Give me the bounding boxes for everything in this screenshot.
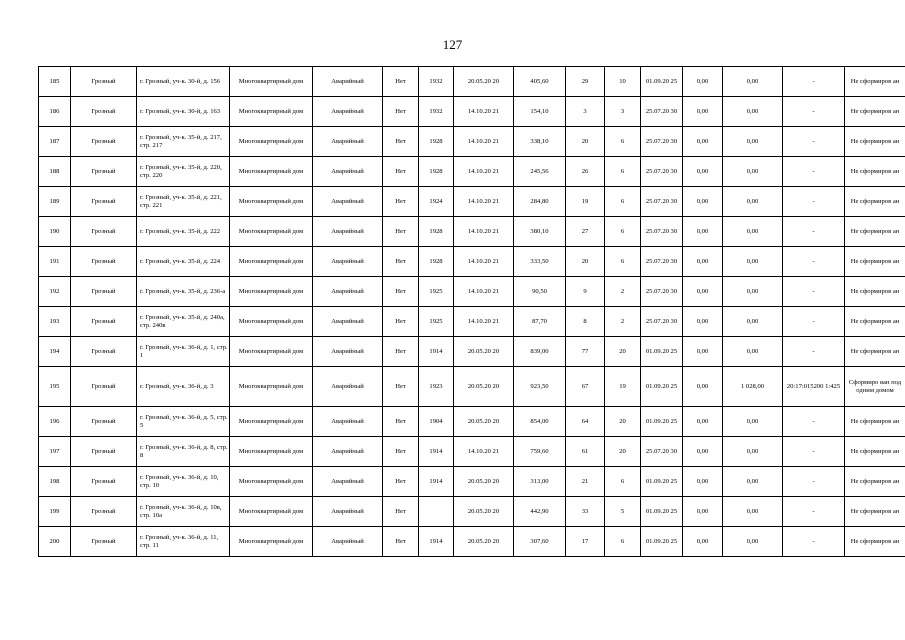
cell-row-number: 193: [39, 307, 71, 337]
cell-residents-count: 33: [566, 497, 605, 527]
cell-apartments-count: 20: [605, 407, 641, 437]
cell-row-number: 200: [39, 527, 71, 557]
cell-residents-count: 8: [566, 307, 605, 337]
cell-value-1: 0,00: [683, 67, 723, 97]
cell-city: Грозный: [71, 527, 137, 557]
cell-city: Грозный: [71, 307, 137, 337]
cell-value-1: 0,00: [683, 527, 723, 557]
cell-building-type: Многоквартирный дом: [230, 527, 313, 557]
cell-flag: Нет: [383, 127, 419, 157]
cell-address: г. Грозный, уч-к. 35-й, д. 240а, стр. 240в: [137, 307, 230, 337]
cell-cadastral-number: -: [783, 157, 845, 187]
cell-value-1: 0,00: [683, 467, 723, 497]
cell-land-status: Не сформиров ан: [845, 407, 905, 437]
cell-residents-count: 64: [566, 407, 605, 437]
table-row: [39, 127, 905, 157]
cell-apartments-count: 6: [605, 467, 641, 497]
cell-address: г. Грозный, уч-к. 36-й, д. 1, стр. 1: [137, 337, 230, 367]
cell-area: 380,10: [514, 217, 566, 247]
cell-value-1: 0,00: [683, 497, 723, 527]
cell-apartments-count: 10: [605, 67, 641, 97]
cell-land-area: 0,00: [723, 337, 783, 367]
cell-condition: Аварийный: [313, 127, 383, 157]
cell-land-area: 0,00: [723, 157, 783, 187]
cell-cadastral-number: -: [783, 217, 845, 247]
cell-building-type: Многоквартирный дом: [230, 437, 313, 467]
cell-condition: Аварийный: [313, 407, 383, 437]
cell-row-number: 185: [39, 67, 71, 97]
cell-resettlement-date: 01.09.20 25: [641, 67, 683, 97]
cell-flag: Нет: [383, 217, 419, 247]
cell-building-type: Многоквартирный дом: [230, 467, 313, 497]
cell-flag: Нет: [383, 277, 419, 307]
cell-cadastral-number: -: [783, 437, 845, 467]
cell-recognition-date: 14.10.20 21: [454, 127, 514, 157]
cell-cadastral-number: -: [783, 497, 845, 527]
cell-land-status: Сформиро ван под одним домом: [845, 367, 905, 407]
table-body: [39, 67, 905, 557]
cell-flag: Нет: [383, 467, 419, 497]
cell-land-status: Не сформиров ан: [845, 527, 905, 557]
cell-land-status: Не сформиров ан: [845, 187, 905, 217]
cell-value-1: 0,00: [683, 337, 723, 367]
cell-condition: Аварийный: [313, 527, 383, 557]
cell-address: г. Грозный, уч-к. 35-й, д. 220, стр. 220: [137, 157, 230, 187]
cell-area: 759,60: [514, 437, 566, 467]
cell-resettlement-date: 25.07.20 30: [641, 277, 683, 307]
table-row: [39, 307, 905, 337]
cell-resettlement-date: 25.07.20 30: [641, 187, 683, 217]
cell-build-year: 1914: [419, 337, 454, 367]
cell-recognition-date: 20.05.20 20: [454, 337, 514, 367]
cell-land-status: Не сформиров ан: [845, 67, 905, 97]
cell-recognition-date: 20.05.20 20: [454, 527, 514, 557]
cell-row-number: 197: [39, 437, 71, 467]
cell-recognition-date: 14.10.20 21: [454, 157, 514, 187]
cell-area: 90,50: [514, 277, 566, 307]
cell-build-year: 1914: [419, 437, 454, 467]
cell-condition: Аварийный: [313, 157, 383, 187]
cell-area: 405,60: [514, 67, 566, 97]
cell-city: Грозный: [71, 277, 137, 307]
cell-cadastral-number: -: [783, 527, 845, 557]
cell-building-type: Многоквартирный дом: [230, 157, 313, 187]
cell-cadastral-number: -: [783, 277, 845, 307]
cell-condition: Аварийный: [313, 67, 383, 97]
cell-address: г. Грозный, уч-к. 36-й, д. 5, стр. 5: [137, 407, 230, 437]
cell-residents-count: 77: [566, 337, 605, 367]
cell-apartments-count: 2: [605, 277, 641, 307]
cell-condition: Аварийный: [313, 467, 383, 497]
cell-city: Грозный: [71, 247, 137, 277]
cell-flag: Нет: [383, 307, 419, 337]
cell-value-1: 0,00: [683, 367, 723, 407]
cell-land-area: 0,00: [723, 277, 783, 307]
cell-row-number: 186: [39, 97, 71, 127]
cell-resettlement-date: 25.07.20 30: [641, 217, 683, 247]
cell-area: 923,50: [514, 367, 566, 407]
cell-row-number: 189: [39, 187, 71, 217]
cell-condition: Аварийный: [313, 277, 383, 307]
cell-row-number: 188: [39, 157, 71, 187]
cell-value-1: 0,00: [683, 407, 723, 437]
cell-row-number: 191: [39, 247, 71, 277]
cell-recognition-date: 14.10.20 21: [454, 187, 514, 217]
cell-address: г. Грозный, уч-к. 30-й, д. 156: [137, 67, 230, 97]
table-row: [39, 247, 905, 277]
cell-residents-count: 29: [566, 67, 605, 97]
cell-city: Грозный: [71, 337, 137, 367]
table-row: [39, 527, 905, 557]
cell-row-number: 198: [39, 467, 71, 497]
cell-building-type: Многоквартирный дом: [230, 247, 313, 277]
cell-flag: Нет: [383, 527, 419, 557]
cell-city: Грозный: [71, 437, 137, 467]
table-row: [39, 337, 905, 367]
cell-row-number: 190: [39, 217, 71, 247]
cell-city: Грозный: [71, 67, 137, 97]
cell-resettlement-date: 01.09.20 25: [641, 367, 683, 407]
cell-apartments-count: 6: [605, 157, 641, 187]
cell-build-year: 1914: [419, 467, 454, 497]
cell-condition: Аварийный: [313, 437, 383, 467]
cell-condition: Аварийный: [313, 337, 383, 367]
cell-recognition-date: 14.10.20 21: [454, 217, 514, 247]
cell-building-type: Многоквартирный дом: [230, 367, 313, 407]
cell-condition: Аварийный: [313, 217, 383, 247]
cell-residents-count: 61: [566, 437, 605, 467]
cell-recognition-date: 14.10.20 21: [454, 97, 514, 127]
cell-building-type: Многоквартирный дом: [230, 127, 313, 157]
cell-apartments-count: 20: [605, 437, 641, 467]
cell-city: Грозный: [71, 187, 137, 217]
cell-build-year: 1925: [419, 307, 454, 337]
cell-residents-count: 67: [566, 367, 605, 407]
cell-apartments-count: 3: [605, 97, 641, 127]
cell-area: 87,70: [514, 307, 566, 337]
cell-area: 854,00: [514, 407, 566, 437]
cell-build-year: [419, 497, 454, 527]
cell-resettlement-date: 25.07.20 30: [641, 127, 683, 157]
cell-build-year: 1923: [419, 367, 454, 407]
cell-recognition-date: 20.05.20 20: [454, 497, 514, 527]
cell-flag: Нет: [383, 367, 419, 407]
cell-build-year: 1928: [419, 217, 454, 247]
cell-building-type: Многоквартирный дом: [230, 217, 313, 247]
cell-value-1: 0,00: [683, 157, 723, 187]
cell-land-status: Не сформиров ан: [845, 497, 905, 527]
cell-flag: Нет: [383, 67, 419, 97]
cell-row-number: 199: [39, 497, 71, 527]
cell-area: 284,80: [514, 187, 566, 217]
cell-recognition-date: 14.10.20 21: [454, 307, 514, 337]
cell-condition: Аварийный: [313, 307, 383, 337]
cell-build-year: 1904: [419, 407, 454, 437]
cell-land-status: Не сформиров ан: [845, 247, 905, 277]
cell-value-1: 0,00: [683, 217, 723, 247]
cell-land-status: Не сформиров ан: [845, 337, 905, 367]
cell-residents-count: 19: [566, 187, 605, 217]
cell-area: 839,00: [514, 337, 566, 367]
cell-resettlement-date: 25.07.20 30: [641, 247, 683, 277]
cell-address: г. Грозный, уч-к. 36-й, д. 10, стр. 10: [137, 467, 230, 497]
cell-cadastral-number: 20:17:015200 1:425: [783, 367, 845, 407]
table-row: [39, 217, 905, 247]
cell-value-1: 0,00: [683, 247, 723, 277]
cell-address: г. Грозный, уч-к. 36-й, д. 3: [137, 367, 230, 407]
cell-recognition-date: 14.10.20 21: [454, 437, 514, 467]
cell-residents-count: 3: [566, 97, 605, 127]
cell-apartments-count: 20: [605, 337, 641, 367]
cell-residents-count: 26: [566, 157, 605, 187]
cell-city: Грозный: [71, 407, 137, 437]
cell-land-status: Не сформиров ан: [845, 307, 905, 337]
cell-address: г. Грозный, уч-к. 36-й, д. 11, стр. 11: [137, 527, 230, 557]
cell-cadastral-number: -: [783, 467, 845, 497]
cell-apartments-count: 6: [605, 247, 641, 277]
cell-city: Грозный: [71, 467, 137, 497]
cell-condition: Аварийный: [313, 97, 383, 127]
cell-cadastral-number: -: [783, 67, 845, 97]
housing-table: [38, 66, 905, 557]
cell-area: 442,90: [514, 497, 566, 527]
cell-resettlement-date: 25.07.20 30: [641, 307, 683, 337]
cell-land-status: Не сформиров ан: [845, 97, 905, 127]
cell-land-area: 0,00: [723, 247, 783, 277]
cell-flag: Нет: [383, 407, 419, 437]
cell-land-area: 0,00: [723, 407, 783, 437]
cell-flag: Нет: [383, 157, 419, 187]
cell-city: Грозный: [71, 97, 137, 127]
cell-address: г. Грозный, уч-к. 35-й, д. 221, стр. 221: [137, 187, 230, 217]
cell-building-type: Многоквартирный дом: [230, 337, 313, 367]
table-row: [39, 367, 905, 407]
cell-apartments-count: 6: [605, 527, 641, 557]
cell-resettlement-date: 01.09.20 25: [641, 407, 683, 437]
cell-resettlement-date: 25.07.20 30: [641, 97, 683, 127]
cell-build-year: 1928: [419, 247, 454, 277]
cell-land-area: 1 028,00: [723, 367, 783, 407]
cell-land-status: Не сформиров ан: [845, 157, 905, 187]
cell-city: Грозный: [71, 127, 137, 157]
cell-apartments-count: 5: [605, 497, 641, 527]
cell-city: Грозный: [71, 217, 137, 247]
cell-apartments-count: 6: [605, 127, 641, 157]
cell-recognition-date: 20.05.20 20: [454, 67, 514, 97]
cell-building-type: Многоквартирный дом: [230, 407, 313, 437]
cell-cadastral-number: -: [783, 127, 845, 157]
cell-residents-count: 20: [566, 247, 605, 277]
cell-land-status: Не сформиров ан: [845, 437, 905, 467]
cell-land-status: Не сформиров ан: [845, 127, 905, 157]
cell-city: Грозный: [71, 367, 137, 407]
cell-land-status: Не сформиров ан: [845, 277, 905, 307]
cell-row-number: 187: [39, 127, 71, 157]
cell-residents-count: 17: [566, 527, 605, 557]
cell-flag: Нет: [383, 497, 419, 527]
cell-value-1: 0,00: [683, 127, 723, 157]
cell-value-1: 0,00: [683, 277, 723, 307]
cell-flag: Нет: [383, 247, 419, 277]
cell-flag: Нет: [383, 437, 419, 467]
cell-building-type: Многоквартирный дом: [230, 97, 313, 127]
cell-residents-count: 27: [566, 217, 605, 247]
cell-apartments-count: 6: [605, 187, 641, 217]
cell-recognition-date: 20.05.20 20: [454, 367, 514, 407]
cell-condition: Аварийный: [313, 247, 383, 277]
cell-build-year: 1932: [419, 97, 454, 127]
cell-address: г. Грозный, уч-к. 36-й, д. 10в, стр. 10а: [137, 497, 230, 527]
cell-resettlement-date: 01.09.20 25: [641, 527, 683, 557]
cell-land-area: 0,00: [723, 307, 783, 337]
cell-resettlement-date: 01.09.20 25: [641, 337, 683, 367]
cell-area: 338,10: [514, 127, 566, 157]
cell-city: Грозный: [71, 497, 137, 527]
table-row: [39, 277, 905, 307]
cell-recognition-date: 20.05.20 20: [454, 467, 514, 497]
cell-area: 313,00: [514, 467, 566, 497]
cell-address: г. Грозный, уч-к. 35-й, д. 224: [137, 247, 230, 277]
cell-build-year: 1932: [419, 67, 454, 97]
cell-cadastral-number: -: [783, 337, 845, 367]
cell-value-1: 0,00: [683, 307, 723, 337]
cell-building-type: Многоквартирный дом: [230, 497, 313, 527]
cell-build-year: 1928: [419, 127, 454, 157]
cell-resettlement-date: 01.09.20 25: [641, 467, 683, 497]
cell-land-area: 0,00: [723, 217, 783, 247]
cell-build-year: 1925: [419, 277, 454, 307]
cell-land-area: 0,00: [723, 497, 783, 527]
cell-cadastral-number: -: [783, 97, 845, 127]
cell-land-area: 0,00: [723, 97, 783, 127]
cell-cadastral-number: -: [783, 407, 845, 437]
cell-address: г. Грозный, уч-к. 36-й, д. 8, стр. 8: [137, 437, 230, 467]
cell-apartments-count: 6: [605, 217, 641, 247]
cell-value-1: 0,00: [683, 97, 723, 127]
cell-build-year: 1924: [419, 187, 454, 217]
table-row: [39, 467, 905, 497]
cell-flag: Нет: [383, 337, 419, 367]
cell-condition: Аварийный: [313, 367, 383, 407]
cell-recognition-date: 14.10.20 21: [454, 247, 514, 277]
cell-build-year: 1928: [419, 157, 454, 187]
cell-city: Грозный: [71, 157, 137, 187]
cell-building-type: Многоквартирный дом: [230, 277, 313, 307]
cell-row-number: 192: [39, 277, 71, 307]
cell-recognition-date: 20.05.20 20: [454, 407, 514, 437]
cell-recognition-date: 14.10.20 21: [454, 277, 514, 307]
cell-area: 154,10: [514, 97, 566, 127]
table-row: [39, 97, 905, 127]
table-row: [39, 67, 905, 97]
cell-building-type: Многоквартирный дом: [230, 307, 313, 337]
cell-flag: Нет: [383, 97, 419, 127]
cell-area: 333,50: [514, 247, 566, 277]
cell-cadastral-number: -: [783, 247, 845, 277]
cell-address: г. Грозный, уч-к. 35-й, д. 222: [137, 217, 230, 247]
cell-land-area: 0,00: [723, 437, 783, 467]
cell-condition: Аварийный: [313, 187, 383, 217]
cell-land-status: Не сформиров ан: [845, 467, 905, 497]
cell-cadastral-number: -: [783, 187, 845, 217]
cell-land-area: 0,00: [723, 127, 783, 157]
cell-area: 307,60: [514, 527, 566, 557]
cell-value-1: 0,00: [683, 437, 723, 467]
cell-value-1: 0,00: [683, 187, 723, 217]
table-row: [39, 157, 905, 187]
cell-residents-count: 21: [566, 467, 605, 497]
cell-building-type: Многоквартирный дом: [230, 67, 313, 97]
cell-row-number: 195: [39, 367, 71, 407]
cell-condition: Аварийный: [313, 497, 383, 527]
table-row: [39, 407, 905, 437]
cell-land-status: Не сформиров ан: [845, 217, 905, 247]
cell-row-number: 194: [39, 337, 71, 367]
cell-land-area: 0,00: [723, 527, 783, 557]
cell-address: г. Грозный, уч-к. 35-й, д. 236-а: [137, 277, 230, 307]
table-row: [39, 497, 905, 527]
cell-residents-count: 20: [566, 127, 605, 157]
cell-building-type: Многоквартирный дом: [230, 187, 313, 217]
table-row: [39, 437, 905, 467]
cell-build-year: 1914: [419, 527, 454, 557]
cell-apartments-count: 2: [605, 307, 641, 337]
cell-address: г. Грозный, уч-к. 35-й, д. 217, стр. 217: [137, 127, 230, 157]
cell-area: 245,56: [514, 157, 566, 187]
table-row: [39, 187, 905, 217]
cell-cadastral-number: -: [783, 307, 845, 337]
cell-resettlement-date: 01.09.20 25: [641, 497, 683, 527]
cell-residents-count: 9: [566, 277, 605, 307]
cell-land-area: 0,00: [723, 187, 783, 217]
page-number: 127: [442, 37, 463, 52]
cell-resettlement-date: 25.07.20 30: [641, 437, 683, 467]
cell-land-area: 0,00: [723, 67, 783, 97]
cell-row-number: 196: [39, 407, 71, 437]
cell-resettlement-date: 25.07.20 30: [641, 157, 683, 187]
cell-flag: Нет: [383, 187, 419, 217]
cell-apartments-count: 19: [605, 367, 641, 407]
cell-address: г. Грозный, уч-к. 30-й, д. 163: [137, 97, 230, 127]
cell-land-area: 0,00: [723, 467, 783, 497]
